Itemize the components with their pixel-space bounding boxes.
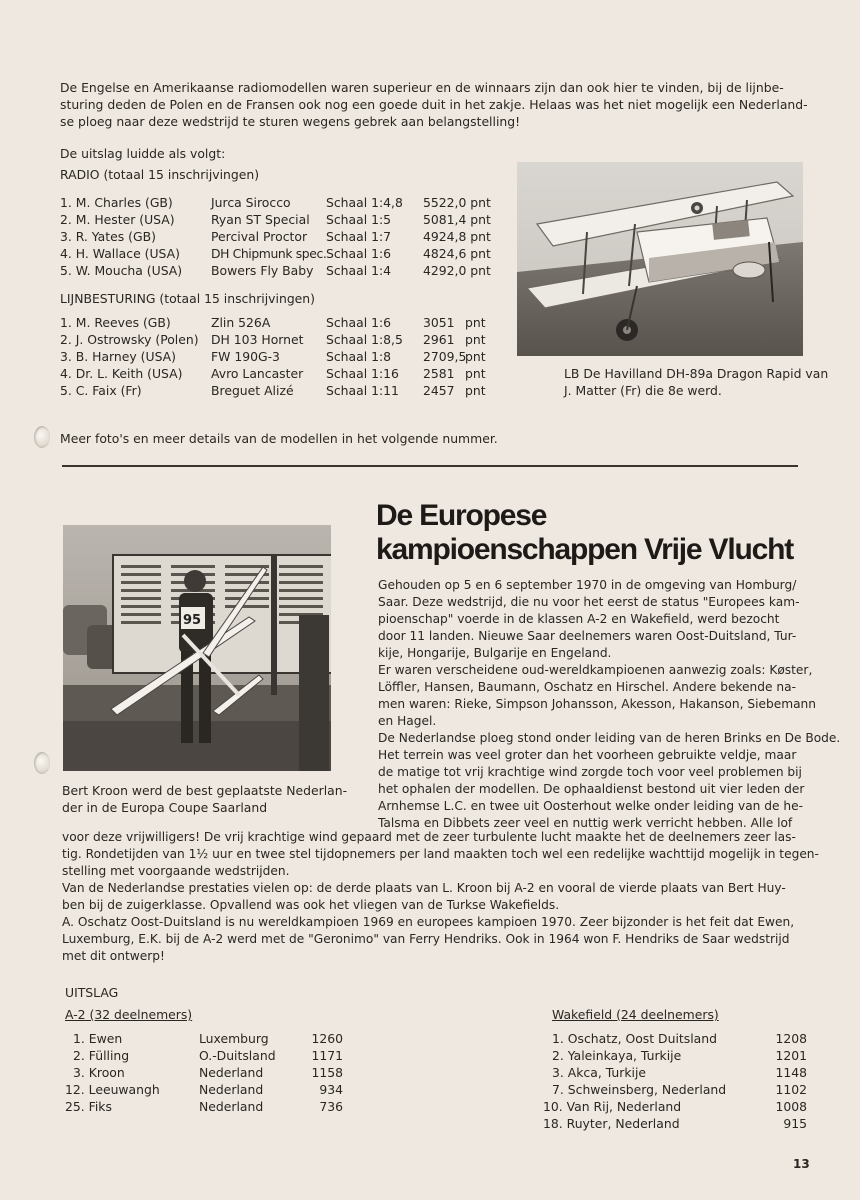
score: 5522,0 pnt [423,195,491,210]
model-name: DH Chipmunk spec. [211,246,327,261]
competitor-name: 3. R. Yates (GB) [60,229,156,244]
table-row [60,194,500,211]
text-line: pioenschap" voerde in de klassen A-2 en Wakefield, werd bezocht [378,612,780,626]
score: 4292,0 pnt [423,263,491,278]
score-unit: pnt [465,383,486,398]
score: 736 [319,1099,343,1114]
score-unit: pnt [465,366,486,381]
table-row [543,1115,813,1132]
text-line: Talsma en Dibbets zeer veel en nuttig werk verricht hebben. Alle lof [378,816,793,830]
scale: Schaal 1:6 [326,315,392,330]
radio-heading: RADIO (totaal 15 inschrijvingen) [60,167,260,182]
competitor-name: 2. Yaleinkaya, Turkije [552,1048,682,1063]
competitor-name: 5. W. Moucha (USA) [60,263,183,278]
text-line: de matige tot vrij krachtige wind zorgde toch voor veel problemen bij [378,765,802,779]
competitor-name: 2. J. Ostrowsky (Polen) [60,332,199,347]
competitor-name: 18. Ruyter, Nederland [543,1116,680,1131]
model-name: Avro Lancaster [211,366,304,381]
text-line: tig. Rondetijden van 1½ uur en twee stel tijdopnemers per land maakten toch wel een redelijke wachttijd mogelijk in tegen- [62,847,819,861]
score: 1008 [775,1099,807,1114]
model-name: Breguet Alizé [211,383,294,398]
competitor-name: 1. Ewen [73,1031,123,1046]
wakefield-heading: Wakefield (24 deelnemers) [552,1007,719,1022]
score: 5081,4 pnt [423,212,491,227]
competitor-name: 7. Schweinsberg, Nederland [552,1082,727,1097]
article-headline [376,499,793,567]
section-divider [62,465,798,467]
competitor-name: 3. Akca, Turkije [552,1065,647,1080]
score: 1201 [775,1048,807,1063]
competitor-name: 25. Fiks [65,1099,112,1114]
score: 2457 [423,383,455,398]
more-photos-note: Meer foto's en meer details van de modellen in het volgende nummer. [60,431,498,446]
model-name: Zlin 526A [211,315,271,330]
text-line: stelling met voorgaande wedstrijden. [62,864,290,878]
table-row [60,331,500,348]
kroon-photo [63,525,331,771]
competitor-name: 5. C. Faix (Fr) [60,383,142,398]
table-row [60,382,500,399]
score: 1102 [775,1082,807,1097]
score: 1260 [311,1031,343,1046]
country: Nederland [199,1082,264,1097]
headline-line: De Europese [376,499,547,532]
punch-hole [34,752,50,774]
text-line: A. Oschatz Oost-Duitsland is nu wereldkampioen 1969 en europees kampioen 1970. Zeer bijzonder is het feit dat Ewen, [62,915,795,929]
text-line: De Nederlandse ploeg stond onder leiding van de heren Brinks en De Bode. [378,731,841,745]
lijnbesturing-results-table [60,314,500,404]
kroon-caption [62,782,347,816]
caption-line: Bert Kroon werd de best geplaatste Nederlan- [62,783,348,798]
table-row [543,1081,813,1098]
text-line: De Engelse en Amerikaanse radiomodellen waren superieur en de winnaars zijn dan ook hier te vinden, bij de lijnbe- [60,80,784,95]
scale: Schaal 1:8 [326,349,392,364]
table-row [65,1098,355,1115]
scale: Schaal 1:11 [326,383,399,398]
biplane-photo [517,162,803,356]
scale: Schaal 1:8,5 [326,332,403,347]
uitslag-heading: UITSLAG [65,985,119,1000]
country: O.-Duitsland [199,1048,276,1063]
table-row [543,1098,813,1115]
biplane-caption [564,365,828,399]
text-line: Saar. Deze wedstrijd, die nu voor het eerst de status "Europees kam- [378,595,800,609]
radio-results-table [60,194,500,284]
country: Nederland [199,1065,264,1080]
score: 1171 [311,1048,343,1063]
table-row [60,314,500,331]
article-column-right [378,577,840,832]
text-line: voor deze vrijwilligers! De vrij krachtige wind gepaard met de zeer turbulente lucht maakte het de deelnemers zeer las- [62,830,796,844]
model-name: DH 103 Hornet [211,332,304,347]
country: Luxemburg [199,1031,269,1046]
kroon-illustration [63,525,331,771]
table-row [60,228,500,245]
text-line: met dit ontwerp! [62,949,165,963]
score: 2961 [423,332,455,347]
caption-line: J. Matter (Fr) die 8e werd. [564,383,722,398]
text-line: ben bij de zuigerklasse. Opvallend was ook het vliegen van de Turkse Wakefields. [62,898,560,912]
article-full-width [62,829,819,965]
competitor-name: 1. M. Reeves (GB) [60,315,171,330]
table-row [60,365,500,382]
text-line: Luxemburg, E.K. bij de A-2 werd met de "Geronimo" van Ferry Hendriks. Ook in 1964 won F. Hendriks de Saar wedstrijd [62,932,790,946]
score: 915 [783,1116,807,1131]
competitor-name: 10. Van Rij, Nederland [543,1099,682,1114]
text-line: Het terrein was veel groter dan het voorheen gebruikte veldje, maar [378,748,797,762]
table-row [543,1030,813,1047]
scale: Schaal 1:6 [326,246,392,261]
table-row [60,245,500,262]
score: 4824,6 pnt [423,246,491,261]
text-line: Er waren verscheidene oud-wereldkampioenen aanwezig zoals: Køster, [378,663,813,677]
score-unit: pnt [465,349,486,364]
text-line: door 11 landen. Nieuwe Saar deelnemers waren Oost-Duitsland, Tur- [378,629,797,643]
competitor-name: 12. Leeuwangh [65,1082,160,1097]
a2-heading: A-2 (32 deelnemers) [65,1007,193,1022]
punch-hole [34,426,50,448]
table-row [60,211,500,228]
intro-paragraph [60,79,808,130]
score: 4924,8 pnt [423,229,491,244]
score: 1148 [775,1065,807,1080]
wakefield-results-table [543,1030,813,1134]
text-line: sturing deden de Polen en de Fransen ook nog een goede duit in het zakje. Helaas was het niet mogelijk een Nederland- [60,97,808,112]
score: 934 [319,1082,343,1097]
model-name: Ryan ST Special [211,212,310,227]
lijnbesturing-heading: LIJNBESTURING (totaal 15 inschrijvingen) [60,291,315,306]
score: 3051 [423,315,455,330]
model-name: Jurca Sirocco [211,195,291,210]
competitor-name: 2. M. Hester (USA) [60,212,175,227]
page-number: 13 [793,1157,810,1171]
table-row [65,1047,355,1064]
table-row [65,1064,355,1081]
text-line: het ophalen der modellen. De ophaaldienst bestond uit vier leden der [378,782,805,796]
score: 1208 [775,1031,807,1046]
score-unit: pnt [465,332,486,347]
score: 2581 [423,366,455,381]
uitslag-intro: De uitslag luidde als volgt: [60,146,226,161]
competitor-name: 4. H. Wallace (USA) [60,246,180,261]
score: 2709,5 [423,349,467,364]
model-name: Bowers Fly Baby [211,263,314,278]
table-row [65,1030,355,1047]
text-line: men waren: Rieke, Simpson Johansson, Akesson, Hakanson, Siebemann [378,697,816,711]
text-line: kije, Hongarije, Bulgarije en Engeland. [378,646,612,660]
model-name: Percival Proctor [211,229,308,244]
text-line: Löffler, Hansen, Baumann, Oschatz en Hirschel. Andere bekende na- [378,680,796,694]
text-line: Gehouden op 5 en 6 september 1970 in de omgeving van Homburg/ [378,578,797,592]
scale: Schaal 1:16 [326,366,399,381]
biplane-illustration [517,162,803,356]
table-row [543,1064,813,1081]
scale: Schaal 1:7 [326,229,392,244]
score: 1158 [311,1065,343,1080]
competitor-name: 2. Fülling [73,1048,130,1063]
bib-number: 95 [183,613,202,628]
competitor-name: 3. B. Harney (USA) [60,349,176,364]
competitor-name: 1. Oschatz, Oost Duitsland [552,1031,717,1046]
text-line: Arnhemse L.C. en twee uit Oosterhout welke onder leiding van de he- [378,799,803,813]
table-row [65,1081,355,1098]
scale: Schaal 1:4,8 [326,195,403,210]
caption-line: LB De Havilland DH-89a Dragon Rapid van [564,366,829,381]
table-row [543,1047,813,1064]
country: Nederland [199,1099,264,1114]
scale: Schaal 1:4 [326,263,392,278]
caption-line: der in de Europa Coupe Saarland [62,800,268,815]
headline-line: kampioenschappen Vrije Vlucht [376,533,794,566]
score-unit: pnt [465,315,486,330]
table-row [60,348,500,365]
competitor-name: 4. Dr. L. Keith (USA) [60,366,183,381]
a2-results-table [65,1030,355,1120]
competitor-name: 3. Kroon [73,1065,125,1080]
text-line: se ploeg naar deze wedstrijd te sturen wegens gebrek aan belangstelling! [60,114,521,129]
scale: Schaal 1:5 [326,212,392,227]
text-line: Van de Nederlandse prestaties vielen op: de derde plaats van L. Kroon bij A-2 en vooral de vierde plaats van Bert Huy- [62,881,786,895]
table-row [60,262,500,279]
text-line: en Hagel. [378,714,437,728]
competitor-name: 1. M. Charles (GB) [60,195,173,210]
model-name: FW 190G-3 [211,349,280,364]
